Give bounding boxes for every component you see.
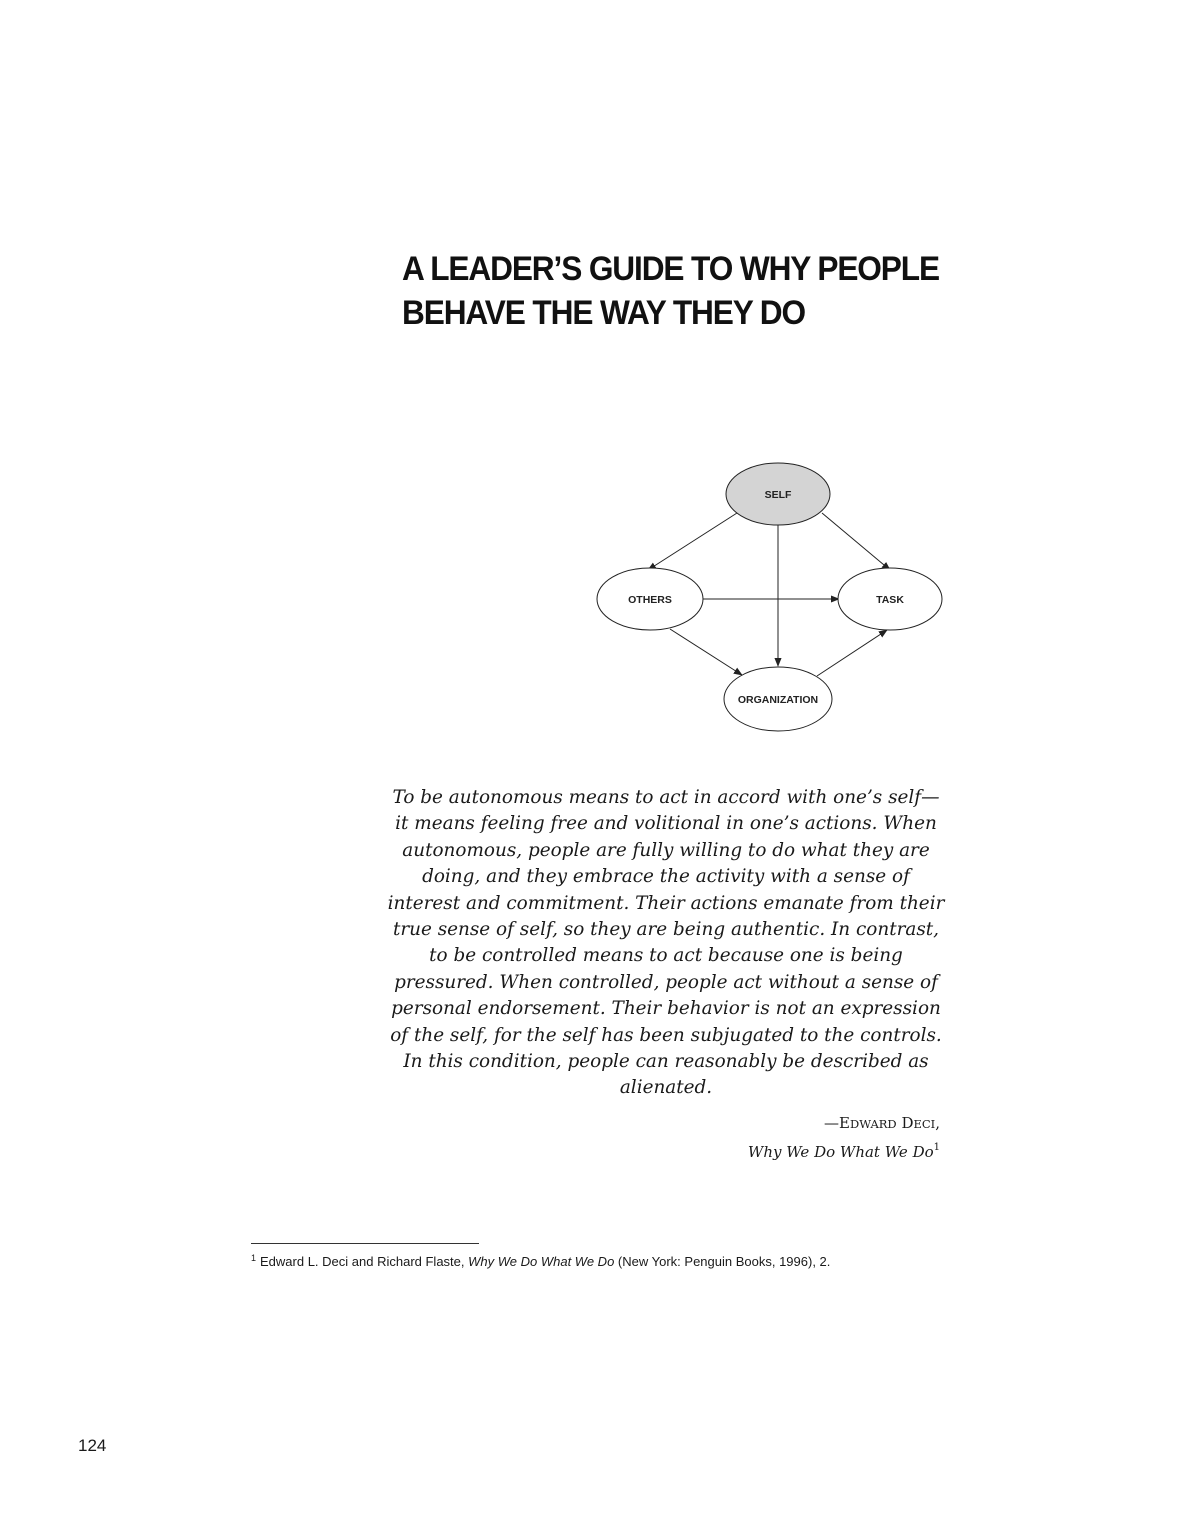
footnote-marker: 1 [251,1253,257,1263]
attribution-first-initial: E [839,1114,850,1132]
node-organization-label: ORGANIZATION [737,694,819,706]
chapter-title [402,247,1053,335]
quote-line: it means feeling free and volitional in one’s actions. When [395,813,937,835]
footnote-book-title: Why We Do What We Do [468,1254,615,1269]
quote-line: interest and commitment. Their actions emanate from their [387,892,945,914]
arrow-self-to-others [648,513,737,570]
quote-line: personal endorsement. Their behavior is not an expression [391,998,941,1020]
attribution-dash: — [824,1114,840,1132]
chapter-title-line-2: BEHAVE THE WAY THEY DO [402,294,806,332]
quote-line: true sense of self, so they are being authentic. In contrast, [392,919,940,941]
attribution-last-rest: ECI [913,1117,936,1131]
footnote-publication-details: (New York: Penguin Books, 1996), 2. [617,1254,831,1269]
quote-line: autonomous, people are fully willing to do what they are [402,839,930,861]
footnote-divider [251,1243,479,1244]
attribution-last-initial: D [901,1114,914,1132]
node-others-label: OTHERS [628,594,672,606]
quote-line: To be autonomous means to act in accord with one’s self— [392,787,940,808]
attribution-comma: , [935,1114,940,1132]
quote-line: pressured. When controlled, people act without a sense of [394,971,938,993]
footnote-authors: Edward L. Deci and Richard Flaste, [260,1254,465,1269]
quote-line: In this condition, people can reasonably be described as [403,1051,929,1073]
arrow-others-to-organization [670,629,742,675]
node-self-label: SELF [764,489,792,501]
quote-attribution-author [600,1114,940,1132]
quote-line: doing, and they embrace the activity with a sense of [422,866,910,888]
footnote-reference[interactable]: 1 [933,1142,940,1153]
page-number: 124 [78,1436,107,1455]
attribution-first-rest: DWARD [850,1117,897,1131]
quote-line: alienated. [619,1077,713,1099]
quote-line: of the self, for the self has been subjugated to the controls. [390,1024,942,1046]
epigraph-quote [380,785,952,1102]
node-task-label: TASK [876,594,904,606]
quote-line: to be controlled means to act because one is being [429,945,903,967]
arrow-self-to-task [822,513,890,570]
motivation-diagram [590,460,950,740]
chapter-title-line-1: A LEADER’S GUIDE TO WHY PEOPLE [402,250,939,288]
quote-attribution-book [600,1142,940,1161]
footnote [251,1253,951,1269]
arrow-organization-to-task [817,630,887,676]
attribution-book-title: Why We Do What We Do [747,1143,934,1161]
